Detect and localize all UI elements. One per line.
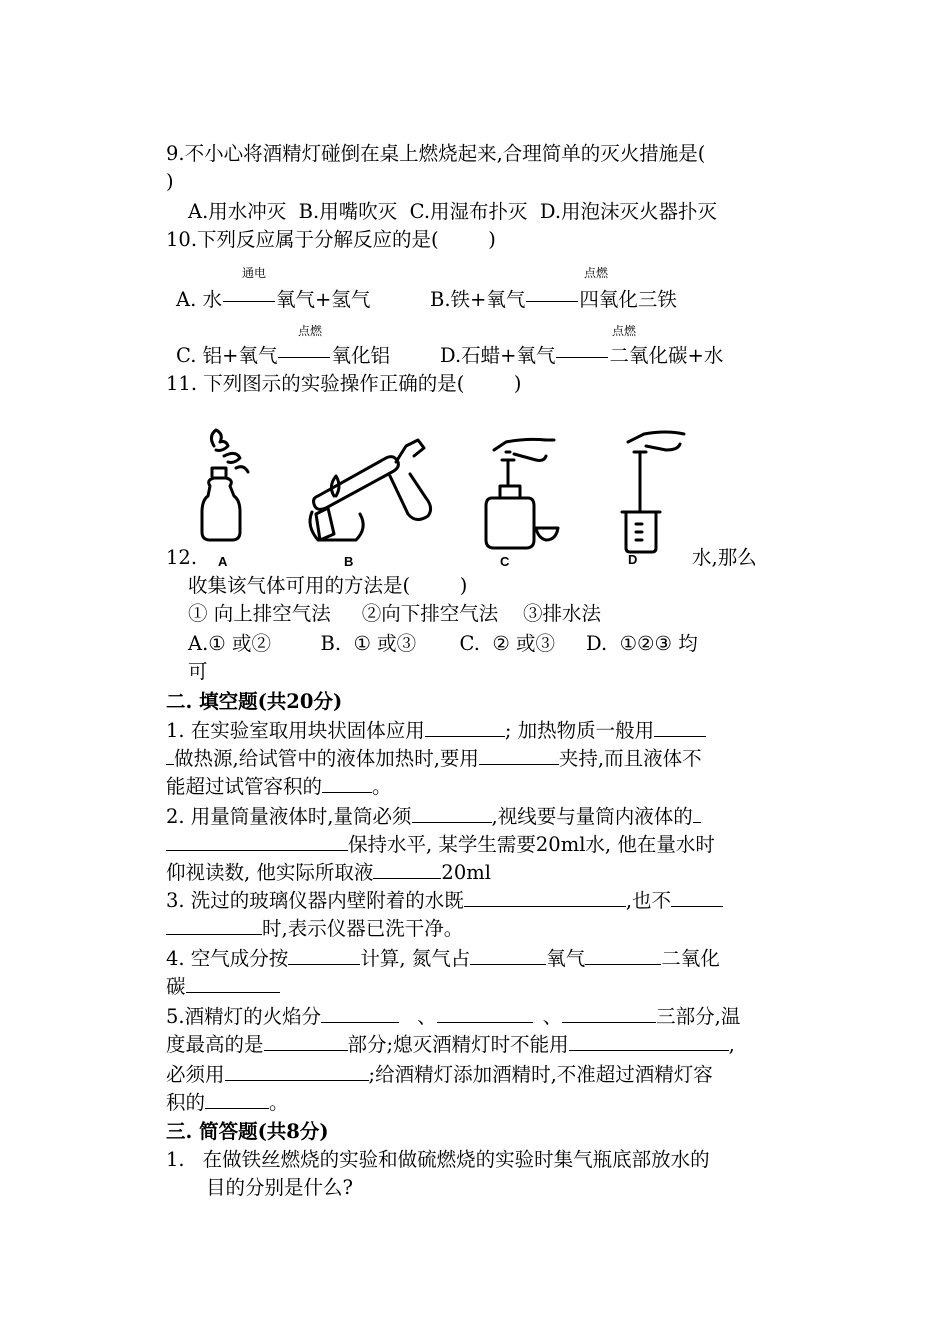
blank [585, 944, 661, 965]
s2-q1-text-a: 1. 在实验室取用块状固体应用 [166, 719, 425, 742]
s3-q1-line1 [166, 1146, 710, 1174]
s2-q3-text-a: 3. 洗过的玻璃仪器内壁附着的水既 [166, 889, 464, 912]
blank [288, 944, 360, 965]
reaction-arrow [526, 300, 578, 302]
blank [569, 1030, 729, 1051]
s2-q3-text-c: 时,表示仪器已洗干净。 [262, 917, 464, 940]
s2-q5-text-d: 三部分,温 [656, 1005, 741, 1028]
blank [470, 944, 546, 965]
s2-q2-line1 [166, 802, 701, 831]
s2-q1-text-e: 能超过试管容积的 [166, 775, 323, 798]
s2-q3-line1 [166, 886, 723, 915]
blank [479, 744, 559, 765]
q10-condition-c: 点燃 [298, 324, 323, 338]
s3-q1-number: 1. [166, 1148, 185, 1171]
s2-q5-text-i: ;给酒精灯添加酒精时,不准超过酒精灯容 [368, 1063, 713, 1086]
s2-q1-text-d: 夹持,而且液体不 [558, 747, 702, 770]
blank [166, 744, 174, 765]
s2-q4-line1 [166, 944, 720, 973]
s2-q4-text-e: 碳 [166, 975, 186, 998]
lab-operations-figure [196, 416, 696, 576]
s2-q3-line2 [166, 914, 463, 943]
s2-q1-line1 [166, 716, 706, 745]
q10-condition-a: 通电 [242, 266, 267, 280]
q9-options: A.用水冲灭 B.用嘴吹灭 C.用湿布扑灭 D.用泡沫灭火器扑灭 [188, 200, 718, 223]
blank [322, 772, 372, 793]
q10-option-c [176, 342, 390, 370]
s2-q2-text-d: 仰视读数, 他实际所取液 [166, 861, 374, 884]
q10-option-d [440, 342, 723, 370]
blank [425, 716, 505, 737]
q10-option-b-reactant: B.铁+氧气 [430, 288, 526, 311]
s3-q1-text-a: 在做铁丝燃烧的实验和做硫燃烧的实验时集气瓶底部放水的 [202, 1148, 710, 1171]
s2-q4-text-c: 氧气 [546, 947, 586, 970]
figure-label-c: C [500, 554, 510, 569]
s2-q5-text-a: 5.酒精灯的火焰分 [166, 1005, 322, 1028]
blank [654, 716, 706, 737]
blank [693, 802, 701, 823]
reaction-arrow [223, 300, 275, 302]
s2-q5-text-f: 部分;熄灭酒精灯时不能用 [347, 1033, 569, 1056]
s2-q5-line2 [166, 1030, 735, 1059]
q12-number: 12. [166, 546, 198, 569]
s2-q4-text-b: 计算, 氮气占 [360, 947, 471, 970]
s2-q5-line1 [166, 1002, 740, 1031]
figure-a-bottle [202, 430, 248, 540]
q10-stem: 10.下列反应属于分解反应的是( ) [166, 228, 496, 251]
reaction-arrow [556, 356, 608, 358]
q12-options-end: 可 [188, 660, 208, 683]
blank [464, 886, 626, 907]
q12-stem-tail: 水,那么 [692, 546, 757, 569]
q10-condition-d: 点燃 [612, 324, 637, 338]
s2-q1-text-f: 。 [372, 775, 392, 798]
blank [437, 1002, 533, 1023]
q9-stem: 9.不小心将酒精灯碰倒在桌上燃烧起来,合理简单的灭火措施是( [166, 142, 706, 165]
s2-q4-text-a: 4. 空气成分按 [166, 947, 289, 970]
q10-option-c-product: 氧化铝 [331, 344, 390, 367]
figure-label-b: B [344, 554, 354, 569]
blank [186, 972, 280, 993]
q11-stem: 11. 下列图示的实验操作正确的是( ) [166, 372, 522, 395]
s2-q1-line3 [166, 772, 392, 801]
s2-q5-text-j: 积的 [166, 1091, 206, 1114]
q10-condition-b: 点燃 [584, 266, 609, 280]
figure-b-heating [310, 440, 431, 540]
blank [321, 1002, 399, 1023]
section-2-title: 二. 填空题(共20分) [166, 690, 343, 713]
reaction-arrow [278, 356, 330, 358]
s2-q5-text-h: 必须用 [166, 1063, 225, 1086]
s2-q2-line3 [166, 858, 491, 887]
q12-methods: ① 向上排空气法 ②向下排空气法 ③排水法 [188, 602, 601, 625]
blank [166, 830, 348, 851]
blank [671, 886, 723, 907]
blank [412, 802, 492, 823]
s2-q2-text-e: 20ml [441, 861, 491, 884]
s2-q2-line2 [166, 830, 715, 859]
s2-q5-text-k: 。 [269, 1091, 289, 1114]
s3-q1-line2: 目的分别是什么? [206, 1176, 353, 1199]
s2-q5-line3 [166, 1060, 713, 1089]
s2-q5-line4 [166, 1088, 289, 1117]
q10-option-a [176, 286, 370, 314]
blank [166, 914, 262, 935]
figure-label-d: D [628, 552, 638, 567]
s2-q3-text-b: ,也不 [625, 889, 672, 912]
s2-q2-text-a: 2. 用量筒量液体时,量筒必须 [166, 805, 412, 828]
s2-q5-text-g: , [728, 1033, 735, 1056]
blank [225, 1060, 369, 1081]
figure-c-dropper [486, 439, 558, 548]
q10-option-d-reactant: D.石蜡+氧气 [440, 344, 556, 367]
q10-option-a-reactant: A. 水 [176, 288, 222, 311]
q10-option-b-product: 四氧化三铁 [579, 288, 677, 311]
s2-q4-text-d: 二氧化 [661, 947, 720, 970]
s2-q5-text-b: 、 [417, 1005, 437, 1028]
blank [205, 1088, 269, 1109]
s2-q5-text-c: 、 [542, 1005, 563, 1028]
q10-option-d-product: 二氧化碳+水 [609, 344, 724, 367]
q10-option-a-product: 氧气+氢气 [275, 288, 371, 311]
s2-q5-text-e: 度最高的是 [166, 1033, 264, 1056]
blank [373, 858, 441, 879]
section-3-title: 三. 简答题(共8分) [166, 1120, 329, 1143]
figure-label-a: A [218, 554, 228, 569]
s2-q4-line2 [166, 972, 280, 1001]
figure-d-cylinder [622, 432, 684, 552]
s2-q1-text-b: ; 加热物质一般用 [504, 719, 655, 742]
q12-options: A.① 或② B. ① 或③ C. ② 或③ D. ①②③ 均 [188, 632, 698, 655]
q10-option-c-reactant: C. 铝+氧气 [176, 344, 278, 367]
blank [562, 1002, 656, 1023]
q12-stem-line2: 收集该气体可用的方法是( ) [188, 574, 468, 597]
q9-stem-end: ) [166, 170, 174, 193]
s2-q1-line2 [166, 744, 702, 773]
s2-q1-text-c: 做热源,给试管中的液体加热时,要用 [174, 747, 479, 770]
s2-q2-text-c: 保持水平, 某学生需要20ml水, 他在量水时 [348, 833, 715, 856]
blank [264, 1030, 348, 1051]
s2-q2-text-b: ,视线要与量筒内液体的 [491, 805, 693, 828]
q10-option-b [430, 286, 677, 314]
